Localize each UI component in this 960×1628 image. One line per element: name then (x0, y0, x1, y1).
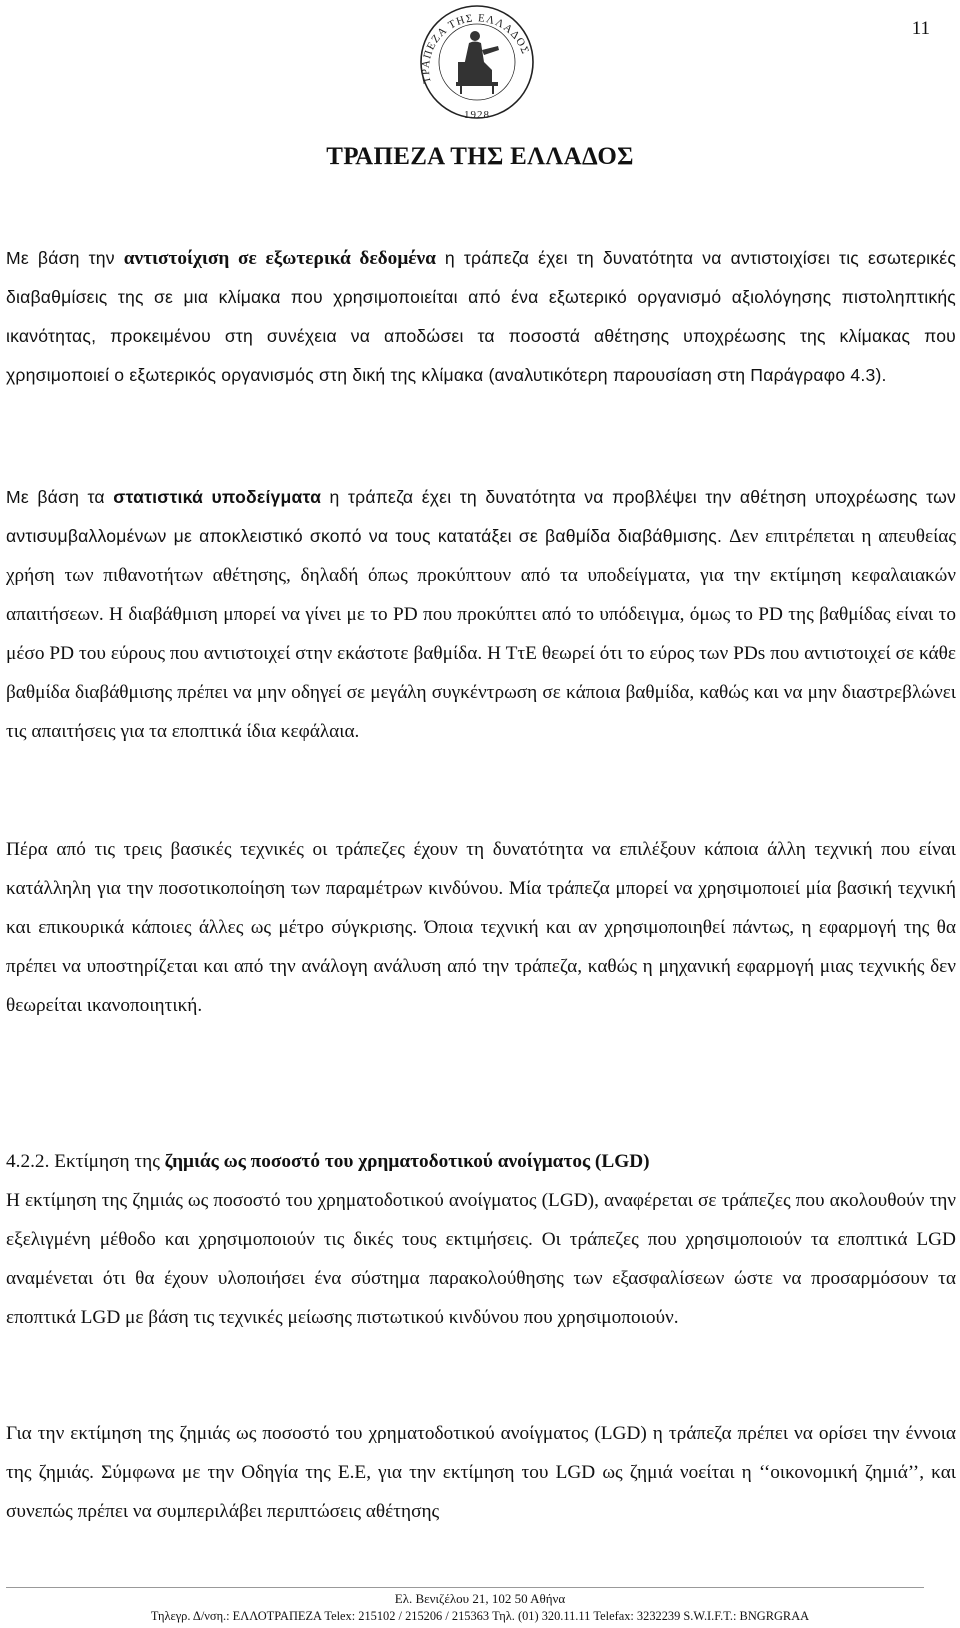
footer-divider (6, 1587, 924, 1588)
bank-title: ΤΡΑΠΕΖΑ ΤΗΣ ΕΛΛΑΔΟΣ (326, 143, 634, 170)
section-heading-lgd (6, 1142, 956, 1181)
term-statistical-models: στατιστικά υποδείγματα (113, 487, 322, 507)
paragraph-2-continuation: Δεν επιτρέπεται η απευθείας χρήση των πιθανοτήτων αθέτησης, δηλαδή όπως προκύπτουν από τα υποδείγματα, για την εκτίμηση κεφαλαιακών απαιτήσεων. Η διαβάθμιση μπορεί να γίνει με το PD που προκύπτει από το υπόδειγμα, όμως το PD της βαθμίδας είναι το μέσο PD του εύρους που αντιστοιχεί στην εκάστοτε βαθμίδα. Η ΤτΕ θεωρεί ότι το εύρος των PDs που αντιστοιχεί σε κάθε βαθμίδα διαβάθμισης πρέπει να μην οδηγεί σε μεγάλη συγκέντρωση σε κάποια βαθμίδα, καθώς και να μην διαστρεβλώνει τις απαιτήσεις για τα εποπτικά ίδια κεφάλαια. (6, 526, 956, 742)
paragraph-other-techniques: Πέρα από τις τρεις βασικές τεχνικές οι τράπεζες έχουν τη δυνατότητα να επιλέξουν κάποια άλλη τεχνική που είναι κατάλληλη για την ποσοτικοποίηση των παραμέτρων κινδύνου. Μία τράπεζα μπορεί να χρησιμοποιεί μία βασική τεχνική και επικουρικά κάποιες άλλες ως μέτρο σύγκρισης. Όποια τεχνική και αν χρησιμοποιηθεί πάντως, η εφαρμογή της θα πρέπει να υποστηρίζεται και από την ανάλογη ανάλυση από την τράπεζα, καθώς η μηχανική εφαρμογή μιας τεχνικής δεν θεωρείται ικανοποιητική. (6, 839, 956, 1016)
logo-ring-text: ΤΡΑΠΕΖΑ ΤΗΣ ΕΛΛΑΔΟΣ (419, 12, 532, 85)
section-heading-prefix: Εκτίμηση της (49, 1151, 165, 1172)
paragraph-1-body: η τράπεζα έχει τη δυνατότητα να αντιστοιχίσει τις εσωτερικές διαβαθμίσεις της σε μια κλίμακα που χρησιμοποιείται από ένα εξωτερικό οργανισμό αξιολόγησης πιστοληπτικής ικανότητας, προκειμένου στη συνέχεια να αποδώσει τα ποσοστά αθέτησης υποχρέωσης της κλίμακας που χρησιμοποιεί ο εξωτερικός οργανισμός στη δική της κλίμακα (αναλυτικότερη παρουσίαση στη Παράγραφο 4.3). (6, 248, 956, 385)
seated-figure-icon (456, 31, 499, 94)
paragraph-2-body: η τράπεζα έχει τη δυνατότητα να προβλέψει την αθέτηση υποχρέωσης των αντισυμβαλλομένων με αποκλειστικό σκοπό να τους κατατάξει σε βαθμίδα διαβάθμισης. (6, 487, 956, 546)
bank-seal-logo (412, 0, 542, 130)
paragraph-1-lead: Με βάση την (6, 248, 124, 268)
paragraph-external-mapping (6, 239, 956, 395)
paragraph-lgd-estimation: Η εκτίμηση της ζημιάς ως ποσοστό του χρηματοδοτικού ανοίγματος (LGD), αναφέρεται σε τράπεζες που ακολουθούν την εξελιγμένη μέθοδο και χρησιμοποιούν τις δικές τους εκτιμήσεις. Οι τράπεζες που χρησιμοποιούν τα εποπτικά LGD αναμένεται ότι θα έχουν υλοποιήσει ένα σύστημα παρακολούθησης των εξασφαλίσεων ώστε να προσαρμόσουν τα εποπτικά LGD με βάση τις τεχνικές μείωσης πιστωτικού κινδύνου που χρησιμοποιούν. (6, 1190, 956, 1328)
footer-contact: Τηλεγρ. Δ/νση.: ΕΛΛΟΤΡΑΠΕΖΑ Telex: 215102 / 215206 / 215363 Τηλ. (01) 320.11.11 Telefax: 3232239 S.W.I.F.T.: BNGRGRAA (150, 1609, 810, 1623)
paragraph-statistical-models (6, 478, 956, 751)
section-heading-bold: ζημιάς ως ποσοστό του χρηματοδοτικού ανοίγματος (LGD) (164, 1151, 650, 1172)
page-number: 11 (911, 18, 930, 39)
footer-address: Ελ. Βενιζέλου 21, 102 50 Αθήνα (394, 1591, 566, 1606)
term-external-mapping: αντιστοίχιση σε εξωτερικά δεδομένα (123, 248, 436, 269)
paragraph-loss-definition: Για την εκτίμηση της ζημιάς ως ποσοστό του χρηματοδοτικού ανοίγματος (LGD) η τράπεζα πρέπει να ορίσει την έννοια της ζημιάς. Σύμφωνα με την Οδηγία της Ε.Ε, για την εκτίμηση του LGD ως ζημιά νοείται η ‘‘οικονομική ζημιά’’, και συνεπώς πρέπει να συμπεριλάβει περιπτώσεις αθέτησης (6, 1423, 956, 1522)
section-number: 4.2.2. (6, 1151, 50, 1172)
logo-year: 1928 (464, 109, 490, 121)
paragraph-2-lead: Με βάση τα (6, 487, 114, 507)
